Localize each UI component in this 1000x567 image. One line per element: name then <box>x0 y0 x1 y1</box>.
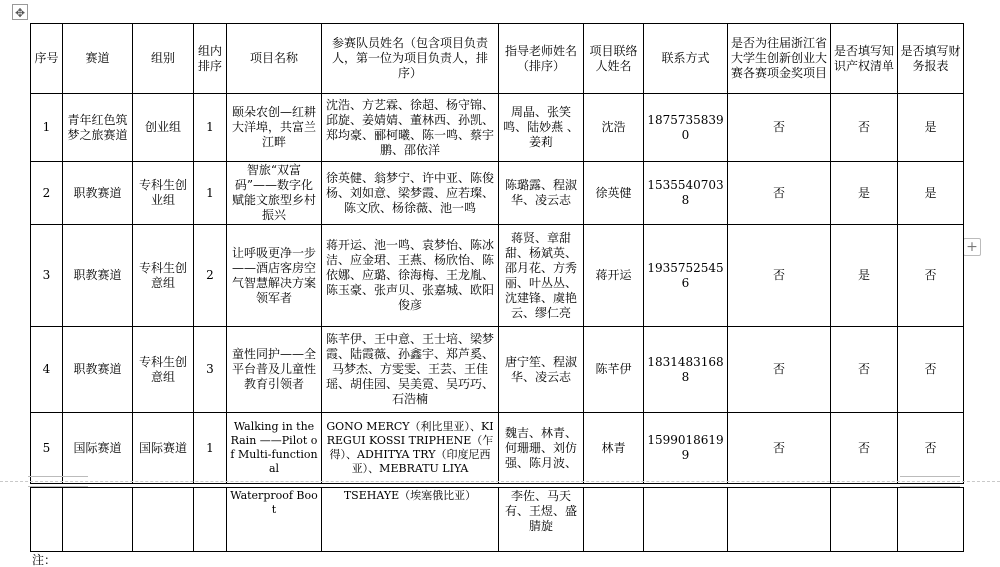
cell-phone[interactable]: 18757358390 <box>644 94 728 162</box>
cell-phone[interactable] <box>644 488 728 552</box>
header-contact-person: 项目联络人姓名 <box>584 24 644 94</box>
table-row <box>31 162 964 225</box>
cell-contact-person[interactable] <box>584 488 644 552</box>
cell-project[interactable]: Walking in the Rain ——Pilot of Multi-functional <box>227 413 322 484</box>
cell-track[interactable]: 职教赛道 <box>63 162 133 225</box>
header-seq: 序号 <box>31 24 63 94</box>
cell-members[interactable]: 沈浩、方艺霖、徐超、杨守锦、邱旋、姜婧婧、董林西、孙凯、郑均豪、郦柯曦、陈一鸣、蔡宇鹏、邵依洋 <box>322 94 499 162</box>
cell-contact-person[interactable]: 陈芊伊 <box>584 327 644 413</box>
cell-advisors[interactable]: 李佐、马天有、王煜、盛腈旋 <box>499 488 584 552</box>
cell-advisors[interactable]: 魏吉、林青、何珊珊、刘仿强、陈月波、 <box>499 413 584 484</box>
cell-members[interactable]: GONO MERCY（利比里亚）、KIREGUI KOSSI TRIPHENE（乍得）、ADHITYA TRY（印度尼西亚）、MEBRATU LIYA <box>322 413 499 484</box>
cell-project[interactable]: 让呼吸更净一步——酒店客房空气智慧解决方案领军者 <box>227 225 322 327</box>
header-members: 参赛队员姓名（包含项目负责人，第一位为项目负责人，排序） <box>322 24 499 94</box>
cell-financial[interactable]: 是 <box>898 162 964 225</box>
cell-seq[interactable]: 2 <box>31 162 63 225</box>
cell-ip-list[interactable]: 否 <box>831 327 898 413</box>
cell-project[interactable]: 童性同护——全平台普及儿童性教育引领者 <box>227 327 322 413</box>
table-row <box>31 327 964 413</box>
cell-prior-award[interactable]: 否 <box>728 413 831 484</box>
table-row <box>31 413 964 484</box>
cell-seq[interactable]: 3 <box>31 225 63 327</box>
cell-track[interactable]: 职教赛道 <box>63 327 133 413</box>
header-row <box>31 24 964 94</box>
table-row <box>31 94 964 162</box>
cell-prior-award[interactable]: 否 <box>728 162 831 225</box>
cell-advisors[interactable]: 唐宁笙、程淑华、凌云志 <box>499 327 584 413</box>
table-continuation <box>30 487 964 552</box>
header-phone: 联系方式 <box>644 24 728 94</box>
cell-advisors[interactable]: 蒋贤、章甜甜、杨斌英、邵月花、方秀丽、叶丛丛、沈建锋、虞艳云、缪仁亮 <box>499 225 584 327</box>
header-prior-award: 是否为往届浙江省大学生创新创业大赛各赛项金奖项目 <box>728 24 831 94</box>
cell-prior-award[interactable] <box>728 488 831 552</box>
cell-contact-person[interactable]: 林青 <box>584 413 644 484</box>
cell-ip-list[interactable] <box>831 488 898 552</box>
cell-advisors[interactable]: 陈璐露、程淑华、凌云志 <box>499 162 584 225</box>
cell-group[interactable] <box>133 488 194 552</box>
cell-seq[interactable]: 5 <box>31 413 63 484</box>
cell-rank[interactable]: 3 <box>194 327 227 413</box>
cell-contact-person[interactable]: 徐英健 <box>584 162 644 225</box>
cell-financial[interactable]: 是 <box>898 94 964 162</box>
header-track: 赛道 <box>63 24 133 94</box>
cell-ip-list[interactable]: 是 <box>831 225 898 327</box>
cell-members[interactable]: 陈芊伊、王中意、王士培、梁梦霞、陆霞薇、孙鑫宇、郑芦奚、马梦杰、方雯雯、王芸、王佳瑶、胡佳园、吴美霓、吴巧巧、石浩楠 <box>322 327 499 413</box>
competition-table <box>30 23 964 484</box>
cell-ip-list[interactable]: 否 <box>831 413 898 484</box>
header-group: 组别 <box>133 24 194 94</box>
table-row <box>31 488 964 552</box>
cell-prior-award[interactable]: 否 <box>728 327 831 413</box>
cell-rank[interactable] <box>194 488 227 552</box>
page-break-line <box>0 481 1000 482</box>
cell-members[interactable]: 徐英健、翁梦宁、许中亚、陈俊杨、刘如意、梁梦霞、应若璨、陈文欣、杨徐薇、池一鸣 <box>322 162 499 225</box>
cell-contact-person[interactable]: 蒋开运 <box>584 225 644 327</box>
cell-ip-list[interactable]: 是 <box>831 162 898 225</box>
cell-phone[interactable]: 15990186199 <box>644 413 728 484</box>
cell-phone[interactable]: 18314831688 <box>644 327 728 413</box>
table-move-handle-icon[interactable]: ✥ <box>12 4 28 20</box>
cell-financial[interactable]: 否 <box>898 413 964 484</box>
header-advisors: 指导老师姓名（排序） <box>499 24 584 94</box>
cell-rank[interactable]: 2 <box>194 225 227 327</box>
cell-track[interactable]: 国际赛道 <box>63 413 133 484</box>
add-column-icon[interactable]: + <box>963 238 981 256</box>
cell-prior-award[interactable]: 否 <box>728 94 831 162</box>
cell-rank[interactable]: 1 <box>194 94 227 162</box>
cell-group[interactable]: 专科生创意组 <box>133 327 194 413</box>
cell-financial[interactable]: 否 <box>898 225 964 327</box>
cell-project[interactable]: 颐朵农创—红耕大洋埠，共富兰江畔 <box>227 94 322 162</box>
cell-group[interactable]: 专科生创意组 <box>133 225 194 327</box>
cell-members[interactable]: TSEHAYE（埃塞俄比亚） <box>322 488 499 552</box>
cell-track[interactable]: 青年红色筑梦之旅赛道 <box>63 94 133 162</box>
cell-members[interactable]: 蒋开运、池一鸣、袁梦怡、陈冰洁、应金珺、王燕、杨欣怡、陈依娜、应璐、徐海梅、王龙胤、陈玉豪、张声贝、张嘉城、欧阳俊彦 <box>322 225 499 327</box>
cell-seq[interactable] <box>31 488 63 552</box>
cell-seq[interactable]: 1 <box>31 94 63 162</box>
cell-phone[interactable]: 15355407038 <box>644 162 728 225</box>
page-corner-mark <box>900 476 960 477</box>
header-rank: 组内排序 <box>194 24 227 94</box>
table-row <box>31 225 964 327</box>
page-corner-mark <box>28 476 88 477</box>
header-financial: 是否填写财务报表 <box>898 24 964 94</box>
cell-prior-award[interactable]: 否 <box>728 225 831 327</box>
cell-contact-person[interactable]: 沈浩 <box>584 94 644 162</box>
cell-ip-list[interactable]: 否 <box>831 94 898 162</box>
cell-project[interactable]: 智旅“双富码”——数字化赋能文旅型乡村振兴 <box>227 162 322 225</box>
cell-track[interactable] <box>63 488 133 552</box>
cell-project[interactable]: Waterproof Boot <box>227 488 322 552</box>
header-project: 项目名称 <box>227 24 322 94</box>
cell-group[interactable]: 专科生创业组 <box>133 162 194 225</box>
cell-advisors[interactable]: 周晶、张笑鸣、陆妙燕 、姜莉 <box>499 94 584 162</box>
cell-rank[interactable]: 1 <box>194 162 227 225</box>
footnote: 注： <box>32 553 57 567</box>
cell-phone[interactable]: 19357525456 <box>644 225 728 327</box>
cell-group[interactable]: 创业组 <box>133 94 194 162</box>
cell-group[interactable]: 国际赛道 <box>133 413 194 484</box>
cell-financial[interactable]: 否 <box>898 327 964 413</box>
header-ip-list: 是否填写知识产权清单 <box>831 24 898 94</box>
cell-rank[interactable]: 1 <box>194 413 227 484</box>
cell-financial[interactable] <box>898 488 964 552</box>
cell-track[interactable]: 职教赛道 <box>63 225 133 327</box>
cell-seq[interactable]: 4 <box>31 327 63 413</box>
